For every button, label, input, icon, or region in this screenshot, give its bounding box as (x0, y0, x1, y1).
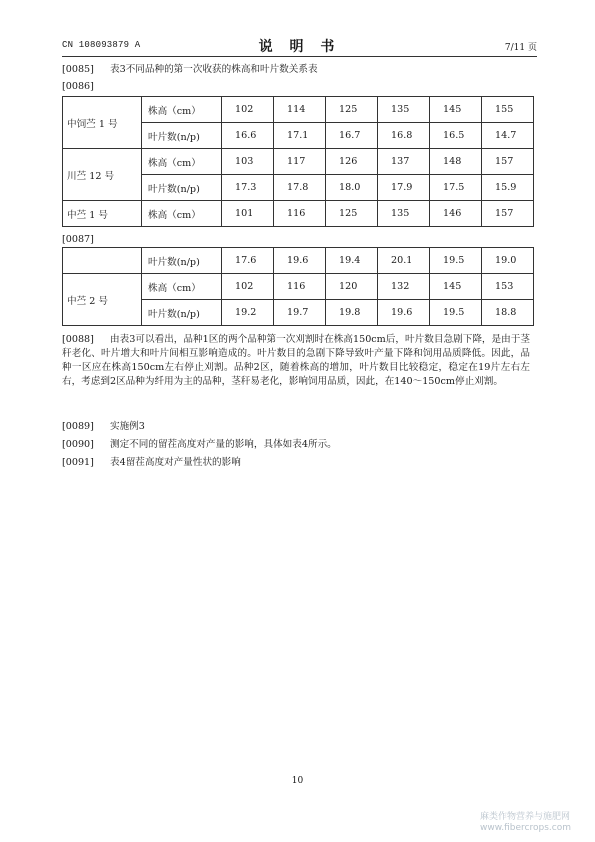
paragraph-0091 (62, 456, 241, 470)
value-cell: 17.5 (430, 175, 482, 201)
attribute-cell: 株高（cm） (142, 274, 222, 300)
value-cell: 19.5 (430, 248, 482, 274)
value-cell: 116 (274, 201, 326, 227)
value-cell: 17.3 (222, 175, 274, 201)
value-cell: 135 (378, 201, 430, 227)
value-cell: 17.9 (378, 175, 430, 201)
attribute-cell: 叶片数(n/p) (142, 248, 222, 274)
patent-number: CN 108093879 A (62, 40, 141, 50)
value-cell: 20.1 (378, 248, 430, 274)
table-row (63, 201, 534, 227)
value-cell: 120 (326, 274, 378, 300)
value-cell: 19.6 (274, 248, 326, 274)
variety-cell-empty (63, 248, 142, 274)
table-row (63, 149, 534, 175)
attribute-cell: 株高（cm） (142, 149, 222, 175)
table-row (63, 248, 534, 274)
value-cell: 125 (326, 201, 378, 227)
value-cell: 17.1 (274, 123, 326, 149)
value-cell: 18.0 (326, 175, 378, 201)
paragraph-number: [0087] (62, 234, 94, 245)
paragraph-0090 (62, 438, 337, 452)
value-cell: 19.4 (326, 248, 378, 274)
paragraph-number: [0089] (62, 421, 94, 432)
paragraph-number: [0090] (62, 439, 94, 450)
paragraph-0085 (62, 63, 318, 77)
value-cell: 132 (378, 274, 430, 300)
value-cell: 137 (378, 149, 430, 175)
paragraph-body: 测定不同的留茬高度对产量的影响，具体如表4所示。 (110, 439, 337, 450)
value-cell: 19.0 (482, 248, 534, 274)
table-row (63, 274, 534, 300)
value-cell: 114 (274, 97, 326, 123)
value-cell: 126 (326, 149, 378, 175)
value-cell: 16.6 (222, 123, 274, 149)
section-heading: 实施例3 (110, 421, 145, 432)
value-cell: 146 (430, 201, 482, 227)
paragraph-number: [0086] (62, 81, 94, 92)
attribute-cell: 株高（cm） (142, 201, 222, 227)
page-of-total: 7/11 页 (504, 43, 537, 53)
attribute-cell: 叶片数(n/p) (142, 123, 222, 149)
value-cell: 19.7 (274, 300, 326, 326)
paragraph-0087 (62, 233, 110, 247)
value-cell: 103 (222, 149, 274, 175)
value-cell: 117 (274, 149, 326, 175)
paragraph-number: [0085] (62, 64, 94, 75)
value-cell: 19.6 (378, 300, 430, 326)
value-cell: 16.5 (430, 123, 482, 149)
variety-cell: 中苎 2 号 (63, 274, 142, 326)
variety-cell: 中饲苎 1 号 (63, 97, 142, 149)
attribute-cell: 叶片数(n/p) (142, 300, 222, 326)
value-cell: 135 (378, 97, 430, 123)
variety-cell: 川苎 12 号 (63, 149, 142, 201)
value-cell: 16.7 (326, 123, 378, 149)
table-row (63, 97, 534, 123)
table-3-part-1 (62, 96, 534, 227)
value-cell: 153 (482, 274, 534, 300)
page-number: 10 (291, 776, 304, 786)
value-cell: 17.6 (222, 248, 274, 274)
value-cell: 102 (222, 97, 274, 123)
watermark-line: www.fibercrops.com (480, 823, 571, 833)
value-cell: 19.8 (326, 300, 378, 326)
value-cell: 15.9 (482, 175, 534, 201)
value-cell: 14.7 (482, 123, 534, 149)
value-cell: 19.2 (222, 300, 274, 326)
value-cell: 125 (326, 97, 378, 123)
value-cell: 145 (430, 274, 482, 300)
paragraph-body: 由表3可以看出，品种1区的两个品种第一次刈割时在株高150cm后，叶片数目急剧下降，是由于茎秆老化、叶片增大和叶片间相互影响造成的。叶片数目的急剧下降导致叶产量下降和饲用品质降低。因此，品种一区应在株高150cm左右停止刈割。品种2区，随着株高的增加，叶片数目比较稳定，稳定在19片左右左右，考虑到2区品种为纤用为主的品种，茎秆易老化，影响饲用品质，因此，在140～150cm停止刈割。 (62, 334, 530, 387)
document-title: 说 明 书 (258, 39, 341, 55)
paragraph-0089 (62, 420, 145, 434)
value-cell: 102 (222, 274, 274, 300)
page-header (62, 36, 537, 56)
watermark-line: 麻类作物营养与施肥网 (480, 812, 571, 822)
value-cell: 18.8 (482, 300, 534, 326)
value-cell: 157 (482, 149, 534, 175)
value-cell: 17.8 (274, 175, 326, 201)
paragraph-number: [0088] (62, 334, 94, 345)
value-cell: 16.8 (378, 123, 430, 149)
table-caption: 表4留茬高度对产量性状的影响 (110, 457, 241, 468)
value-cell: 157 (482, 201, 534, 227)
paragraph-number: [0091] (62, 457, 94, 468)
table-3-part-2 (62, 247, 534, 326)
value-cell: 148 (430, 149, 482, 175)
variety-cell: 中苎 1 号 (63, 201, 142, 227)
value-cell: 145 (430, 97, 482, 123)
value-cell: 101 (222, 201, 274, 227)
paragraph-0086 (62, 80, 110, 94)
paragraph-0088 (62, 333, 530, 389)
attribute-cell: 株高（cm） (142, 97, 222, 123)
value-cell: 19.5 (430, 300, 482, 326)
table-caption: 表3不同品种的第一次收获的株高和叶片数关系表 (110, 64, 318, 75)
value-cell: 155 (482, 97, 534, 123)
watermark (480, 812, 571, 834)
attribute-cell: 叶片数(n/p) (142, 175, 222, 201)
value-cell: 116 (274, 274, 326, 300)
header-rule (62, 56, 537, 57)
